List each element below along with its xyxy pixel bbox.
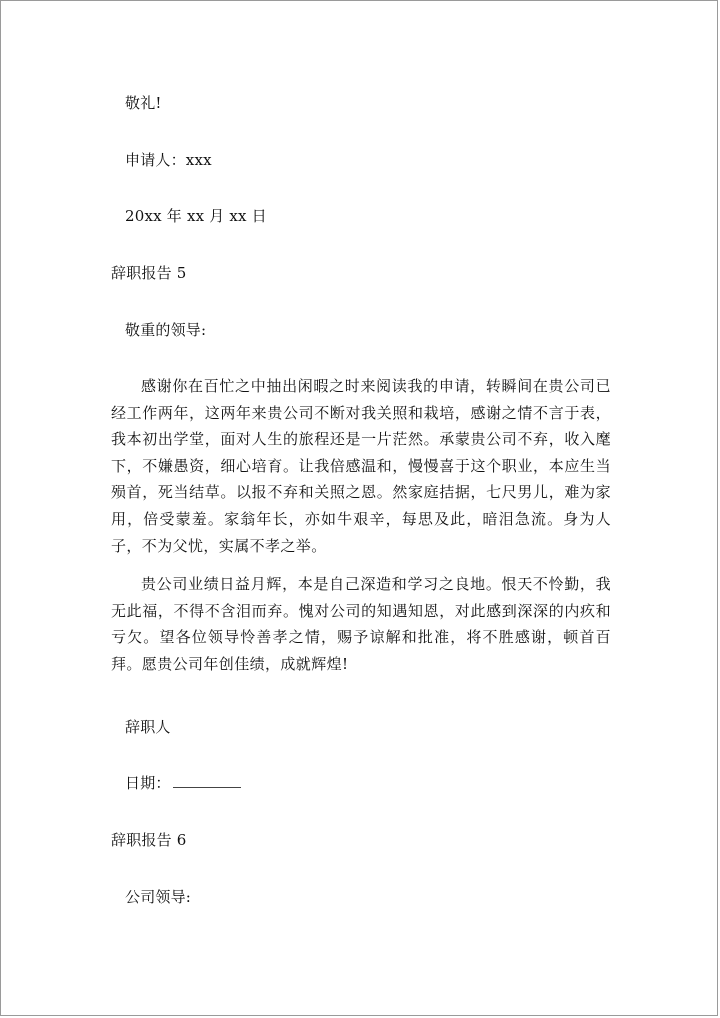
date-blank-underline bbox=[173, 775, 241, 788]
date-field bbox=[125, 773, 241, 793]
salutation-report-5: 敬重的领导: bbox=[125, 321, 207, 339]
body-paragraph-1: 感谢你在百忙之中抽出闲暇之时来阅读我的申请，转瞬间在贵公司已经工作两年，这两年来贵公司不断对我关照和栽培，感谢之情不言于表，我本初出学堂，面对人生的旅程还是一片茫然。承蒙贵公司不弃，收入麾下，不嫌愚资，细心培育。让我倍感温和，慢慢喜于这个职业，本应生当殒首，死当结草。以报不弃和关照之恩。然家庭拮据，七尺男儿，难为家用，倍受蒙羞。家翁年长，亦如牛艰辛，每思及此，暗泪急流。身为人子，不为父忧，实属不孝之举。 bbox=[111, 377, 611, 555]
body-paragraph-2: 贵公司业绩日益月辉，本是自己深造和学习之良地。恨天不怜勤，我无此福，不得不含泪而弃。愧对公司的知遇知恩，对此感到深深的内疚和亏欠。望各位领导怜善孝之情，赐予谅解和批准，将不胜感谢，顿首百拜。愿贵公司年创佳绩，成就辉煌! bbox=[111, 575, 611, 673]
applicant-line: 申请人：xxx bbox=[125, 151, 212, 169]
date-label: 日期： bbox=[125, 774, 171, 792]
section-heading-report-5: 辞职报告 5 bbox=[111, 264, 187, 282]
date-line: 20xx 年 xx 月 xx 日 bbox=[125, 207, 267, 225]
section-heading-report-6: 辞职报告 6 bbox=[111, 831, 187, 849]
closing-salute: 敬礼! bbox=[125, 94, 162, 112]
signer-label: 辞职人 bbox=[125, 718, 171, 736]
salutation-report-6: 公司领导: bbox=[125, 888, 192, 906]
